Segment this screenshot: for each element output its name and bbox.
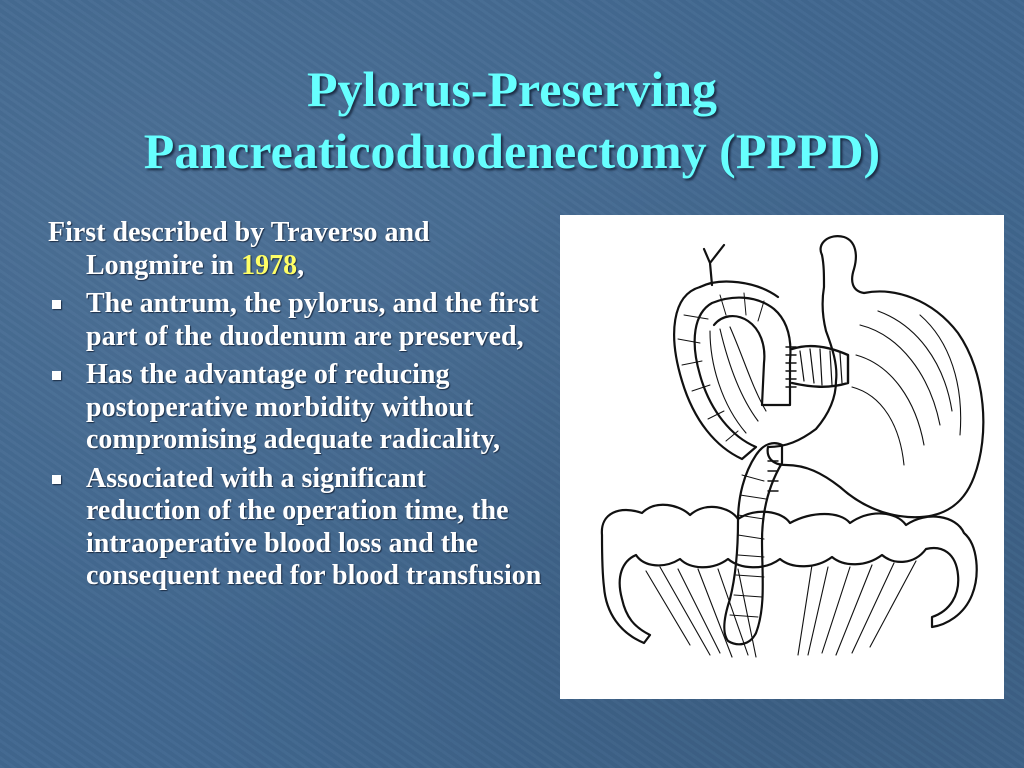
stomach-outline: [768, 236, 984, 517]
bullet-item: [48, 288, 543, 353]
duodenum-limb: [674, 287, 790, 459]
bullet-text: The antrum, the pylorus, and the first part of the duodenum are preserved,: [86, 288, 539, 352]
title-line-2: Pancreaticoduodenectomy (PPPD): [143, 123, 881, 179]
slide-body: [48, 217, 543, 599]
square-bullet-icon: [52, 371, 61, 380]
pppd-anatomy-drawing: [560, 215, 1004, 699]
surgical-illustration: [560, 215, 1004, 699]
bullet-item: [48, 359, 543, 457]
intro-punctuation: ,: [297, 249, 305, 281]
bullet-text: Associated with a significant reduction of the operation time, the intraoperative blood loss and the consequent need for blood transfusion: [86, 462, 542, 591]
colon-outline: [602, 505, 977, 643]
intro-paragraph: [48, 217, 543, 282]
slide-title: [0, 58, 1024, 182]
square-bullet-icon: [52, 300, 61, 309]
title-line-1: Pylorus-Preserving: [306, 61, 718, 117]
bile-duct-outline: [704, 245, 724, 285]
jejunum-outline: [724, 443, 782, 644]
bullet-text: Has the advantage of reducing postoperative morbidity without compromising adequate radicality,: [86, 359, 501, 455]
intro-text: First described by Traverso and Longmire in: [48, 217, 430, 281]
bullet-item: [48, 463, 543, 593]
bullet-list: [48, 288, 543, 593]
square-bullet-icon: [52, 475, 61, 484]
intro-year: 1978: [241, 249, 298, 281]
